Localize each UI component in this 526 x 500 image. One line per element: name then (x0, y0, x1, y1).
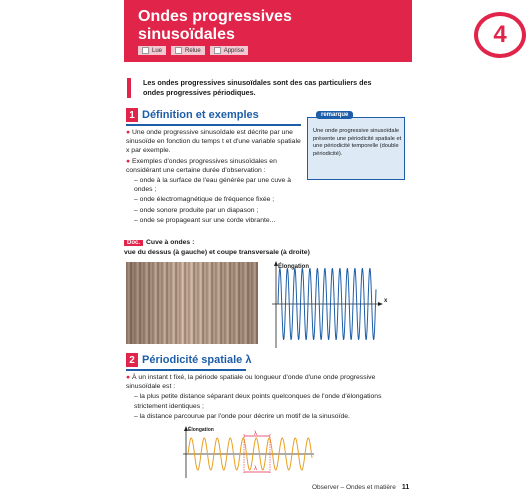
doc-caption: Doc. Cuve à ondes : vue du dessus (à gauche) et coupe transversale (à droite) (124, 239, 310, 256)
chapter-title: Ondes progressives sinusoïdales (138, 8, 292, 43)
section-underline (126, 124, 301, 126)
progress-checkboxes (138, 46, 248, 55)
section-number: 2 (126, 353, 138, 367)
x-axis-label: x (384, 298, 388, 304)
example-item: – onde sonore produite par un diapason ; (134, 206, 259, 214)
y-axis-label: Élongation (278, 264, 309, 270)
checkbox-box[interactable] (214, 47, 221, 54)
checkbox-relue[interactable]: Relue (171, 46, 205, 55)
remarque-text: Une onde progressive sinusoïdale présente une périodicité spatiale et une périodicité temporelle (double périodicité). (313, 128, 402, 157)
footer-text: Observer – Ondes et matière (312, 484, 396, 491)
doc-badge: Doc. (124, 240, 143, 246)
checkbox-apprise[interactable]: Apprise (210, 46, 248, 55)
checkbox-box[interactable] (175, 47, 182, 54)
period-item: – la plus petite distance séparant deux points quelconques de l'onde d'élongations strictement identiques ; (134, 393, 382, 410)
bullet-icon: ● (126, 374, 131, 381)
bullet-examples: ● Exemples d'ondes progressives sinusoïdales en considérant une certaine durée d'observation : (126, 157, 277, 174)
section-number: 1 (126, 108, 138, 122)
section-2-heading (126, 353, 251, 367)
lambda-label-bottom: λ (254, 466, 257, 472)
remarque-label: remarque (316, 111, 353, 119)
intro-text: Les ondes progressives sinusoïdales sont des cas particuliers des ondes progressives périodiques. (127, 78, 385, 98)
period-item: – la distance parcourue par l'onde pour décrire un motif de la sinusoïde. (134, 412, 350, 420)
cross-section-graph (268, 258, 392, 350)
section-1-body (126, 128, 302, 226)
section-title: Définition et exemples (142, 109, 259, 121)
checkbox-lue[interactable]: Lue (138, 46, 166, 55)
example-item: – onde électromagnétique de fréquence fixée ; (134, 196, 275, 204)
section-underline (126, 369, 246, 371)
example-item: – onde se propageant sur une corde vibrante... (134, 216, 276, 224)
x-axis-arrow (378, 302, 383, 306)
wavelength-graph (180, 424, 320, 480)
bullet-icon: ● (126, 157, 131, 165)
page-number: 11 (401, 484, 410, 491)
chapter-number: 4 (474, 12, 526, 58)
section-title: Périodicité spatiale λ (142, 354, 252, 366)
checkbox-box[interactable] (142, 47, 149, 54)
lambda-label: λ (254, 431, 257, 437)
wave-tank-photo (126, 262, 258, 344)
remarque-box (307, 112, 405, 180)
section-2-body (126, 373, 394, 422)
example-item: – onde à la surface de l'eau générée par une cuve à ondes ; (134, 177, 291, 194)
section-1-heading (126, 108, 259, 122)
bullet-icon: ● (126, 129, 131, 136)
bullet-definition: ● Une onde progressive sinusoïdale est décrite par une sinusoïde en fonction du temps t et d'une variable spatiale x par exemple. (126, 129, 301, 155)
page-footer (312, 484, 409, 491)
bullet-period: ● À un instant t fixé, la période spatiale ou longueur d'onde d'une onde progressive sinusoïdale est : (126, 374, 376, 391)
y-axis-label: Élongation (188, 427, 214, 433)
